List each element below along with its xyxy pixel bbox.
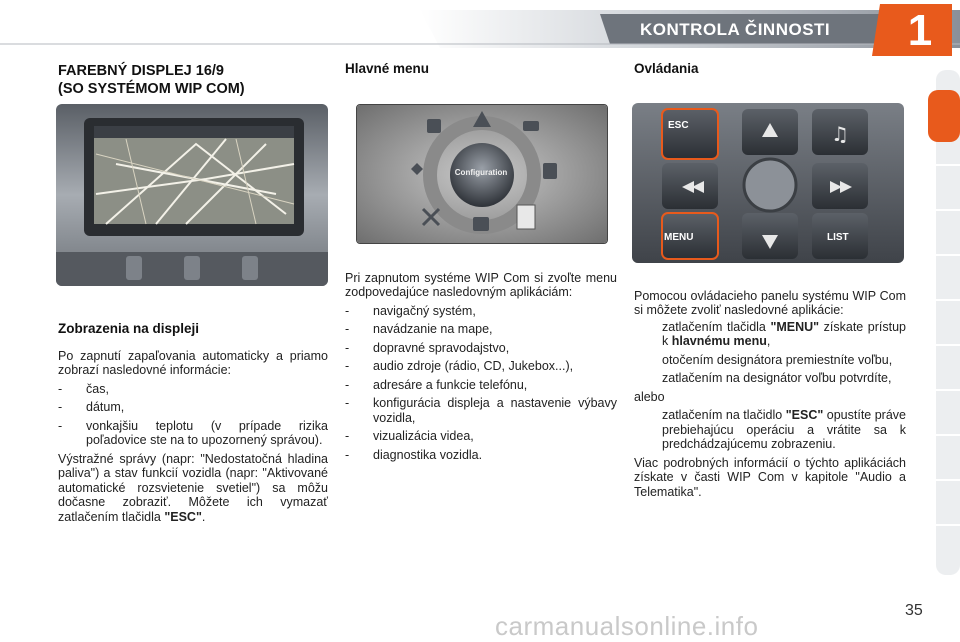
list-item bbox=[345, 429, 617, 444]
info-list bbox=[58, 382, 328, 448]
list-item-text: získate prístup k bbox=[662, 319, 907, 348]
controls-list-esc bbox=[634, 408, 906, 452]
list-item bbox=[345, 359, 617, 374]
list-item bbox=[345, 322, 617, 337]
list-item-text: diagnostika vozidla. bbox=[373, 447, 483, 462]
display-photo bbox=[56, 104, 328, 286]
section-heading bbox=[58, 62, 328, 98]
controls-list bbox=[634, 320, 906, 386]
warning-end: . bbox=[201, 509, 206, 524]
or-text: alebo bbox=[634, 389, 665, 404]
intro-text: Pri zapnutom systéme WIP Com si zvoľte menu zodpovedajúce nasledovným aplikáciám: bbox=[345, 270, 617, 299]
applications-list bbox=[345, 304, 617, 463]
intro-text: Pomocou ovládacieho panelu systému WIP Com si môžete zvoliť nasledovné aplikácie: bbox=[634, 288, 906, 317]
list-item bbox=[634, 353, 906, 368]
menu-center-label: Configuration bbox=[454, 168, 508, 177]
heading-line2: (SO SYSTÉMOM WIP COM) bbox=[58, 81, 245, 97]
list-item bbox=[345, 448, 617, 463]
list-item bbox=[345, 378, 617, 393]
list-item bbox=[58, 400, 328, 415]
main-menu-heading: Hlavné menu bbox=[345, 61, 430, 76]
display-illustration bbox=[56, 104, 328, 286]
controls-heading: Ovládania bbox=[634, 61, 699, 76]
list-item bbox=[634, 408, 906, 452]
list-item-text: adresáre a funkcie telefónu, bbox=[373, 377, 528, 392]
list-item-text: otočením designátora premiestníte voľbu, bbox=[662, 352, 893, 367]
section-title: Zobrazenia na displeji bbox=[58, 321, 200, 336]
chapter-number: 1 bbox=[907, 6, 933, 55]
bullet-dash: - bbox=[345, 322, 350, 336]
bullet-dash: - bbox=[345, 340, 350, 355]
menu-button-label: MENU bbox=[664, 232, 694, 243]
list-item-text: audio zdroje (rádio, CD, Jukebox...), bbox=[373, 359, 574, 373]
list-item-text: opustíte práve prebiehajúcu operáciu a vrátite sa k predchádzajúcemu zobrazeniu. bbox=[662, 408, 906, 451]
bullet-dash: - bbox=[58, 418, 63, 433]
list-item-text: dopravné spravodajstvo, bbox=[373, 340, 510, 355]
bullet-dash: - bbox=[345, 303, 350, 318]
list-item-text: navigačný systém, bbox=[373, 303, 476, 318]
list-item bbox=[58, 382, 328, 397]
header-title: KONTROLA ČINNOSTI bbox=[640, 20, 831, 39]
warning-text bbox=[58, 452, 328, 525]
list-item bbox=[634, 320, 906, 349]
warning-body: Výstražné správy (napr: "Nedostatočná hladina paliva") a stav funkcií vozidla (napr: "Aktivované automatické rozsvietenie svetiel") sa môžu dočasne zobraziť. Môžete ich vymazať zatlačením tlačidla bbox=[58, 451, 328, 524]
menu-label: "MENU" bbox=[770, 319, 820, 334]
list-item-text: konfigurácia displeja a nastavenie výbavy vozidla, bbox=[373, 396, 617, 425]
main-menu-label: hlavnému menu bbox=[671, 334, 767, 348]
intro-text: Po zapnutí zapaľovania automaticky a priamo zobrazí nasledovné informácie: bbox=[58, 348, 328, 377]
list-item bbox=[58, 419, 328, 448]
page-number: 35 bbox=[905, 602, 923, 619]
list-item bbox=[345, 304, 617, 319]
list-item bbox=[634, 371, 906, 386]
list-item bbox=[345, 396, 617, 425]
heading-line1: FAREBNÝ DISPLEJ 16/9 bbox=[58, 63, 224, 79]
bullet-dash: - bbox=[345, 447, 350, 462]
esc-button-label: ESC bbox=[668, 120, 689, 131]
list-item-text: čas, bbox=[86, 381, 109, 396]
esc-label: "ESC" bbox=[164, 509, 202, 524]
chapter-tabs bbox=[928, 70, 960, 575]
list-item bbox=[345, 341, 617, 356]
bullet-dash: - bbox=[345, 429, 350, 443]
watermark: carmanualsonline.info bbox=[495, 611, 759, 641]
footer-text: Viac podrobných informácií o týchto aplikáciách získate v časti WIP Com v kapitole "Audio a Telematika". bbox=[634, 455, 906, 499]
esc-label: "ESC" bbox=[785, 408, 824, 422]
svg-text:♫: ♫ bbox=[831, 122, 849, 146]
list-item-text: navádzanie na mape, bbox=[373, 322, 493, 336]
list-item-text: vonkajšiu teplotu (v prípade rizika poľadovice ste na to upozornený správou). bbox=[86, 418, 328, 447]
bullet-dash: - bbox=[345, 359, 350, 373]
list-item-text: zatlačením na designátor voľbu potvrdíte, bbox=[662, 371, 892, 385]
bullet-dash: - bbox=[58, 400, 63, 414]
list-button-label: LIST bbox=[827, 232, 849, 243]
list-item-text: dátum, bbox=[86, 400, 125, 414]
list-item-text: , bbox=[766, 334, 771, 348]
bullet-dash: - bbox=[345, 377, 350, 392]
list-item-text: vizualizácia videa, bbox=[373, 429, 474, 443]
bullet-dash: - bbox=[58, 381, 63, 396]
list-item-text: zatlačením na tlačidlo bbox=[662, 408, 783, 422]
list-item-text: zatlačením tlačidla bbox=[662, 319, 766, 334]
bullet-dash: - bbox=[345, 396, 350, 410]
